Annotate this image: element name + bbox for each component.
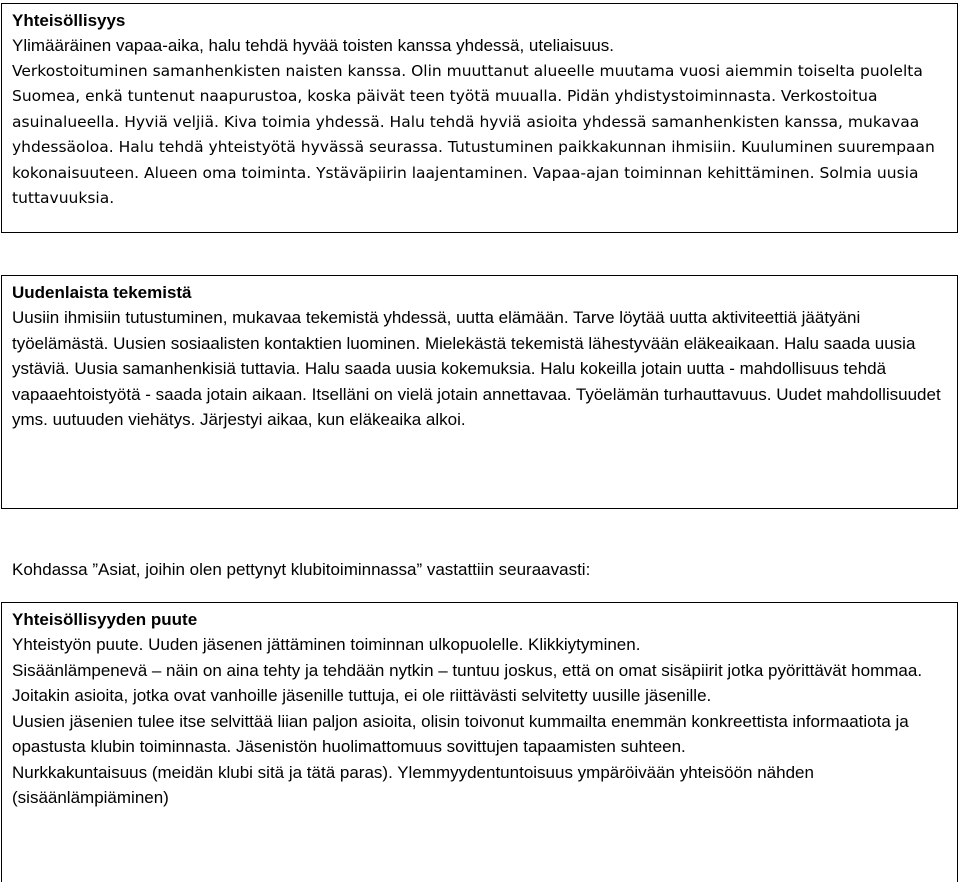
section-heading: Yhteisöllisyyden puute [12,610,198,629]
section-paragraph: Uusien jäsenien tulee itse selvittää liian paljon asioita, olisin toivonut kummailta enemmän konkreettista informaatiota ja opastusta klubin toiminnasta. Jäsenistön huolimattomuus sovittujen tapaamisten suhteen. [12,711,909,756]
section-paragraph: Uusiin ihmisiin tutustuminen, mukavaa tekemistä yhdessä, uutta elämään. Tarve löytää uutta aktiviteettiä jäätyäni työelämästä. Uusien sosiaalisten kontaktien luominen. Mielekästä tekemistä lähestyvään eläkeaikaan. Halu saada uusia ystäviä. Uusia samanhenkisiä tuttavia. Halu saada uusia kokemuksia. Halu kokeilla jotain uutta - mahdollisuus tehdä vapaaehtoistyötä - saada jotain aikaan. Itselläni on vielä jotain annettavaa. Työelämän turhauttavuus. Uudet mahdollisuudet yms. uutuuden viehätys. Järjestyi aikaa, kun eläkeaika alkoi. [12,308,941,429]
section-paragraph: Joitakin asioita, jotka ovat vanhoille jäsenille tuttuja, ei ole riittävästi selvitetty uusille jäsenille. [12,686,712,705]
section-paragraph: Verkostoituminen samanhenkisten naisten kanssa. Olin muuttanut alueelle muutama vuosi aiemmin toiselta puolelta Suomea, enkä tuntenut naapurustoa, koska päivät teen työtä muualla. Pidän yhdistystoiminnasta. Verkostoitua asuinalueella. Hyviä veljiä. Kiva toimia yhdessä. Halu tehdä hyviä asioita yhdessä samanhenkisten kanssa, mukavaa yhdessäoloa. Halu tehdä yhteistyötä hyvässä seurassa. Tutustuminen paikkakunnan ihmisiin. Kuuluminen suurempaan kokonaisuuteen. Alueen oma toiminta. Ystäväpiirin laajentaminen. Vapaa-ajan toiminnan kehittäminen. Solmia uusia tuttavuuksia. [12,61,935,207]
intro-text: Kohdassa ”Asiat, joihin olen pettynyt klubitoiminnassa” vastattiin seuraavasti: [12,560,591,579]
section-box-yhteisollisyyden-puute [1,602,958,882]
section-paragraph: Ylimääräinen vapaa-aika, halu tehdä hyvää toisten kanssa yhdessä, uteliaisuus. [12,36,614,55]
section-heading: Uudenlaista tekemistä [12,283,192,302]
section-heading: Yhteisöllisyys [12,11,126,30]
section-paragraph: Sisäänlämpenevä – näin on aina tehty ja tehdään nytkin – tuntuu joskus, että on omat sisäpiirit jotka pyörittävät hommaa. [12,660,923,680]
section-paragraph: Yhteistyön puute. Uuden jäsenen jättäminen toiminnan ulkopuolelle. Klikkiytyminen. [12,635,641,654]
section-box-yhteisollisyys [1,3,958,233]
section-box-uudenlaista-tekemista [1,275,958,509]
section-paragraph: Nurkkakuntaisuus (meidän klubi sitä ja tätä paras). Ylemmyydentuntoisuus ympäröivään yhteisöön nähden (sisäänlämpiäminen) [12,762,814,807]
